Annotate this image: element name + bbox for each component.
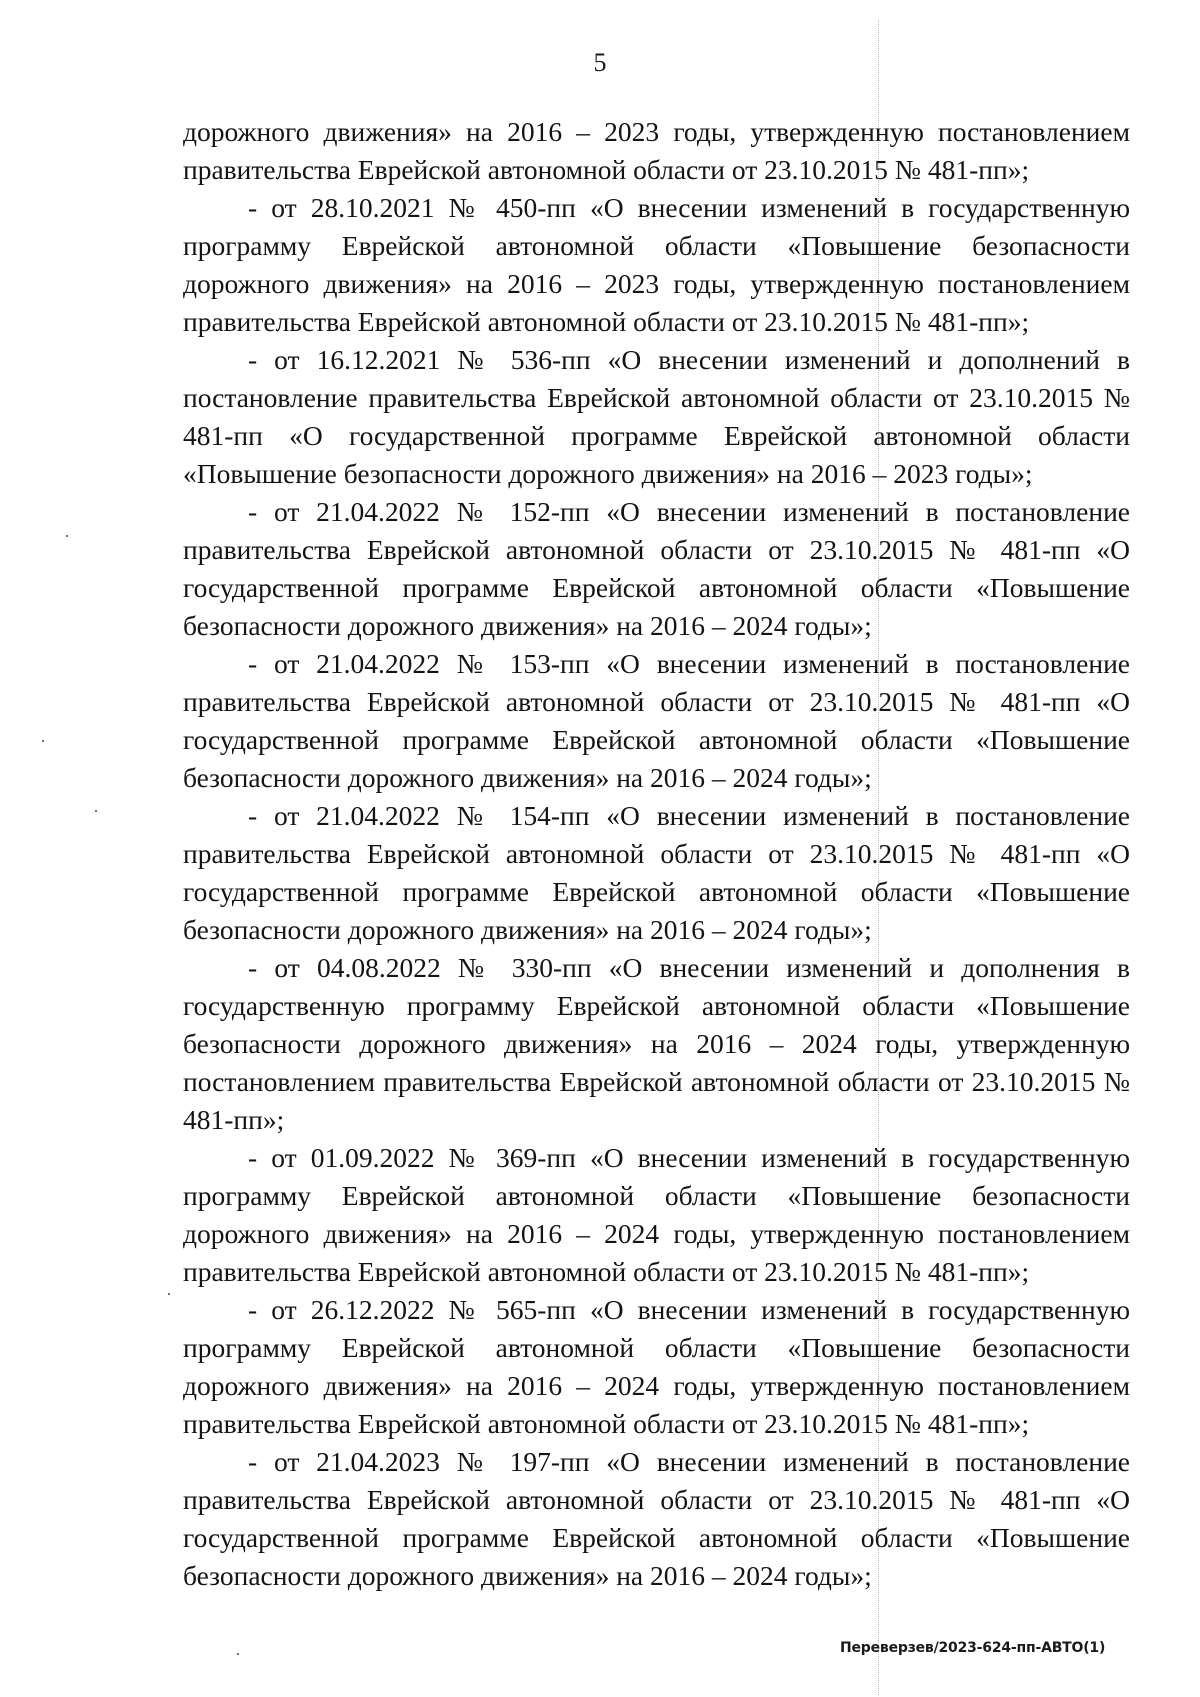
document-body	[183, 113, 1130, 1595]
list-item: - от 21.04.2022 № 154-пп «О внесении изменений в постановление правительства Еврейской автономной области от 23.10.2015 № 481-пп «О государственной программе Еврейской автономной области «Повышение безопасности дорожного движения» на 2016 – 2024 годы»;	[183, 800, 1130, 945]
list-item: - от 26.12.2022 № 565-пп «О внесении изменений в государственную программу Еврейской автономной области «Повышение безопасности дорожного движения» на 2016 – 2024 годы, утвержденную постановлением правительства Еврейской автономной области от 23.10.2015 № 481-пп»;	[183, 1294, 1130, 1439]
scan-speck	[42, 740, 44, 742]
document-reference-code: Переверзев/2023-624-пп-АВТО(1)	[840, 1640, 1106, 1656]
list-item: - от 21.04.2023 № 197-пп «О внесении изменений в постановление правительства Еврейской автономной области от 23.10.2015 № 481-пп «О государственной программе Еврейской автономной области «Повышение безопасности дорожного движения» на 2016 – 2024 годы»;	[183, 1446, 1130, 1591]
scan-speck	[168, 1293, 170, 1295]
list-item: - от 21.04.2022 № 152-пп «О внесении изменений в постановление правительства Еврейской автономной области от 23.10.2015 № 481-пп «О государственной программе Еврейской автономной области «Повышение безопасности дорожного движения» на 2016 – 2024 годы»;	[183, 496, 1130, 641]
scan-speck	[237, 1653, 239, 1655]
list-item: - от 01.09.2022 № 369-пп «О внесении изменений в государственную программу Еврейской автономной области «Повышение безопасности дорожного движения» на 2016 – 2024 годы, утвержденную постановлением правительства Еврейской автономной области от 23.10.2015 № 481-пп»;	[183, 1142, 1130, 1287]
list-item: - от 21.04.2022 № 153-пп «О внесении изменений в постановление правительства Еврейской автономной области от 23.10.2015 № 481-пп «О государственной программе Еврейской автономной области «Повышение безопасности дорожного движения» на 2016 – 2024 годы»;	[183, 648, 1130, 793]
scan-speck	[95, 810, 97, 812]
list-item: - от 28.10.2021 № 450-пп «О внесении изменений в государственную программу Еврейской автономной области «Повышение безопасности дорожного движения» на 2016 – 2023 годы, утвержденную постановлением правительства Еврейской автономной области от 23.10.2015 № 481-пп»;	[183, 192, 1130, 337]
list-item: - от 04.08.2022 № 330-пп «О внесении изменений и дополнения в государственную программу Еврейской автономной области «Повышение безопасности дорожного движения» на 2016 – 2024 годы, утвержденную постановлением правительства Еврейской автономной области от 23.10.2015 № 481-пп»;	[183, 952, 1130, 1135]
page-number: 5	[593, 48, 607, 77]
list-item: - от 16.12.2021 № 536-пп «О внесении изменений и дополнений в постановление правительства Еврейской автономной области от 23.10.2015 № 481-пп «О государственной программе Еврейской автономной области «Повышение безопасности дорожного движения» на 2016 – 2023 годы»;	[183, 344, 1130, 489]
paragraph-continuation: дорожного движения» на 2016 – 2023 годы, утвержденную постановлением правительства Еврейской автономной области от 23.10.2015 № 481-пп»;	[183, 116, 1130, 185]
scan-speck	[66, 535, 68, 537]
